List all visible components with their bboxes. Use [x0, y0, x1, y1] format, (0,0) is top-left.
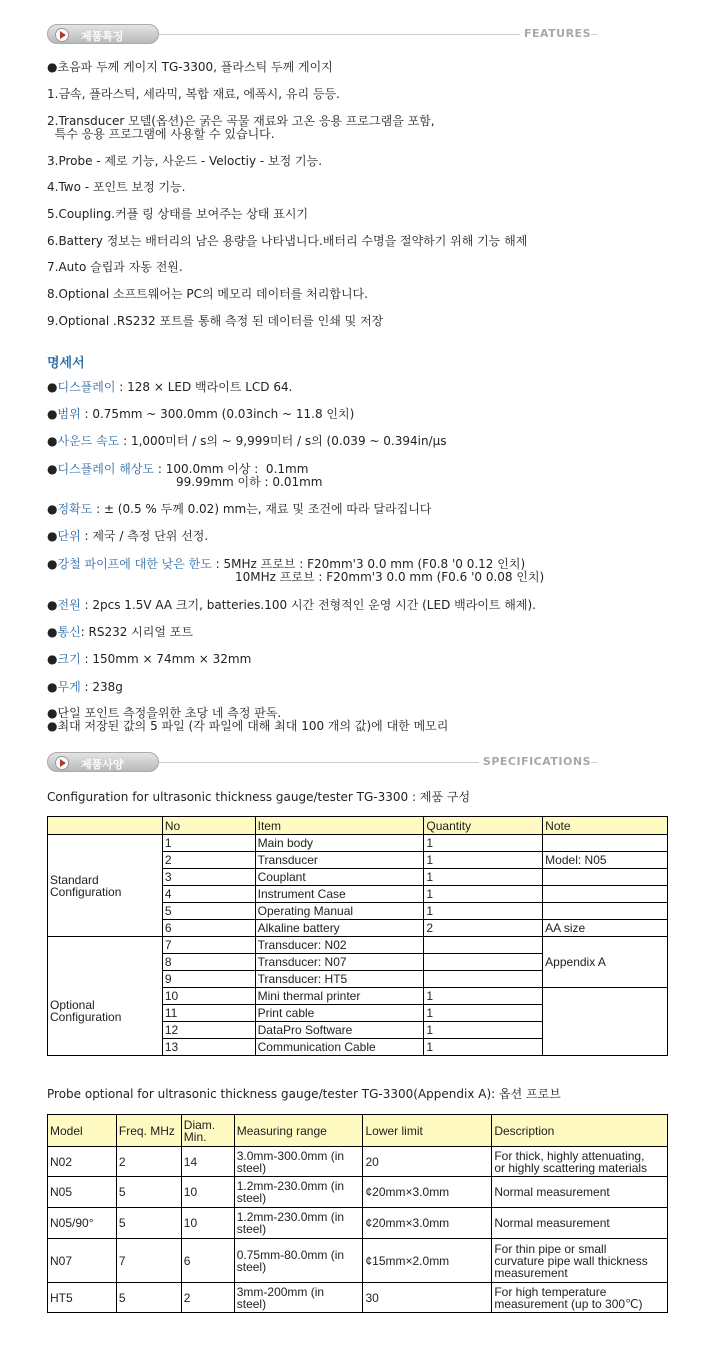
features-tab-label: 제품특징	[81, 30, 124, 43]
cell-model: HT5	[48, 1283, 117, 1313]
table-header-row	[48, 817, 668, 835]
play-arrow-icon	[55, 28, 69, 42]
feature-item: 특수 응용 프로그램에 사용할 수 있습니다.	[47, 127, 275, 141]
cell-item: Communication Cable	[255, 1039, 424, 1056]
cell-no: 3	[162, 869, 255, 886]
cell-diam: 2	[181, 1283, 234, 1313]
cell-item: Couplant	[255, 869, 424, 886]
spec-sound-velocity: ●사운드 속도 : 1,000미터 / s의 ~ 9,999미터 / s의 (0.039 ~ 0.394in/μs	[47, 434, 447, 448]
cell-no: 11	[162, 1005, 255, 1022]
cell-qty	[424, 937, 543, 954]
feature-item: 2.Transducer 모델(옵션)은 굵은 곡물 재료와 고온 응용 프로그램을 포함,	[47, 114, 435, 128]
cell-lower: 30	[363, 1283, 492, 1313]
probe-caption: Probe optional for ultrasonic thickness gauge/tester TG-3300(Appendix A): 옵션 프로브	[47, 1087, 561, 1101]
probe-header-row	[48, 1115, 668, 1147]
spec-pipe-limit-2: 10MHz 프로브 : F20mm'3 0.0 mm (F0.6 '0 0.08 인치)	[235, 570, 545, 584]
spec-size: ●크기 : 150mm × 74mm × 32mm	[47, 652, 252, 666]
cell-range: 0.75mm-80.0mm (in steel)	[234, 1239, 363, 1283]
cell-range: 3mm-200mm (in steel)	[234, 1283, 363, 1313]
header-cell: Item	[255, 817, 424, 835]
cell-no: 7	[162, 937, 255, 954]
cell-qty: 1	[424, 988, 543, 1005]
features-section-header	[47, 24, 597, 44]
cell-no: 2	[162, 852, 255, 869]
cell-item: DataPro Software	[255, 1022, 424, 1039]
cell-item: Operating Manual	[255, 903, 424, 920]
spec-power: ●전원 : 2pcs 1.5V AA 크기, batteries.100 시간 전형적인 운영 시간 (LED 백라이트 해제).	[47, 598, 536, 612]
cell-qty	[424, 954, 543, 971]
cell-desc: For high temperature measurement (up to 300℃)	[492, 1283, 668, 1313]
cell-qty: 1	[424, 903, 543, 920]
cell-no: 5	[162, 903, 255, 920]
cell-diam: 10	[181, 1208, 234, 1239]
cell-note	[543, 886, 668, 903]
cell-model: N02	[48, 1147, 117, 1177]
specifications-tab	[47, 752, 159, 772]
table-row	[48, 1147, 668, 1177]
header-cell: Lower limit	[363, 1115, 492, 1147]
play-arrow-icon	[55, 756, 69, 770]
cell-model: N05/90°	[48, 1208, 117, 1239]
spec-accuracy: ●정확도 : ± (0.5 % 두께 0.02) mm는, 재료 및 조건에 따라 달라집니다	[47, 502, 432, 516]
feature-intro: ●초음파 두께 게이지 TG-3300, 플라스틱 두께 게이지	[47, 60, 333, 74]
header-cell: Model	[48, 1115, 117, 1147]
spec-display: ●디스플레이 : 128 × LED 백라이트 LCD 64.	[47, 380, 293, 394]
cell-qty: 1	[424, 852, 543, 869]
optional-config-label: Optional Configuration	[48, 937, 163, 1056]
cell-lower: ¢15mm×2.0mm	[363, 1239, 492, 1283]
standard-config-label: Standard Configuration	[48, 835, 163, 937]
cell-note	[543, 869, 668, 886]
cell-model: N05	[48, 1177, 117, 1208]
features-tab	[47, 24, 159, 44]
feature-item: 4.Two - 포인트 보정 기능.	[47, 180, 186, 194]
feature-item: 6.Battery 정보는 배터리의 남은 용량을 나타냅니다.배터리 수명을 절약하기 위해 기능 해제	[47, 234, 528, 248]
spec-title: 명세서	[47, 356, 85, 371]
header-cell: Note	[543, 817, 668, 835]
cell-no: 4	[162, 886, 255, 903]
header-cell: No	[162, 817, 255, 835]
cell-no: 10	[162, 988, 255, 1005]
cell-qty: 1	[424, 869, 543, 886]
cell-item: Transducer	[255, 852, 424, 869]
table-row	[48, 1239, 668, 1283]
cell-no: 8	[162, 954, 255, 971]
feature-item: 9.Optional .RS232 포트를 통해 측정 된 데이터를 인쇄 및 저장	[47, 314, 384, 328]
cell-note: AA size	[543, 920, 668, 937]
spec-memory: ●최대 저장된 값의 5 파일 (각 파일에 대해 최대 100 개의 값)에 대한 메모리	[47, 719, 449, 733]
spec-range: ●범위 : 0.75mm ~ 300.0mm (0.03inch ~ 11.8 인치)	[47, 407, 355, 421]
cell-item: Transducer: N07	[255, 954, 424, 971]
cell-diam: 14	[181, 1147, 234, 1177]
specifications-section-header	[47, 752, 597, 772]
header-cell: Quantity	[424, 817, 543, 835]
cell-note	[543, 903, 668, 920]
cell-item: Transducer: N02	[255, 937, 424, 954]
configuration-table	[47, 816, 668, 1056]
cell-qty: 1	[424, 1039, 543, 1056]
cell-desc: Normal measurement	[492, 1208, 668, 1239]
config-caption: Configuration for ultrasonic thickness gauge/tester TG-3300 : 제품 구성	[47, 790, 471, 804]
table-row	[48, 937, 668, 954]
cell-qty: 1	[424, 835, 543, 852]
cell-note: Appendix A	[543, 937, 668, 988]
cell-qty: 2	[424, 920, 543, 937]
features-english-title: FEATURES	[520, 27, 591, 40]
spec-resolution: ●디스플레이 해상도 : 100.0mm 이상 : 0.1mm	[47, 462, 309, 476]
probe-table	[47, 1114, 668, 1313]
cell-freq: 7	[116, 1239, 181, 1283]
cell-range: 1.2mm-230.0mm (in steel)	[234, 1208, 363, 1239]
cell-lower: ¢20mm×3.0mm	[363, 1177, 492, 1208]
cell-desc: For thin pipe or small curvature pipe wall thickness measurement	[492, 1239, 668, 1283]
cell-item: Print cable	[255, 1005, 424, 1022]
cell-no: 6	[162, 920, 255, 937]
cell-item: Mini thermal printer	[255, 988, 424, 1005]
table-row	[48, 835, 668, 852]
table-row	[48, 1283, 668, 1313]
feature-item: 5.Coupling.커플 링 상태를 보여주는 상태 표시기	[47, 207, 309, 221]
cell-range: 3.0mm-300.0mm (in steel)	[234, 1147, 363, 1177]
cell-no: 13	[162, 1039, 255, 1056]
specifications-tab-label: 제품사양	[81, 758, 124, 771]
cell-item: Transducer: HT5	[255, 971, 424, 988]
cell-model: N07	[48, 1239, 117, 1283]
cell-qty: 1	[424, 1005, 543, 1022]
table-row	[48, 1208, 668, 1239]
cell-item: Alkaline battery	[255, 920, 424, 937]
cell-item: Instrument Case	[255, 886, 424, 903]
cell-qty: 1	[424, 886, 543, 903]
cell-note	[543, 835, 668, 852]
spec-unit: ●단위 : 제국 / 측정 단위 선정.	[47, 529, 209, 543]
cell-note	[543, 988, 668, 1056]
cell-diam: 10	[181, 1177, 234, 1208]
cell-note: Model: N05	[543, 852, 668, 869]
spec-resolution-2: 99.99mm 이하 : 0.01mm	[176, 475, 323, 489]
spec-pipe-limit: ●강철 파이프에 대한 낮은 한도 : 5MHz 프로브 : F20mm'3 0.0 mm (F0.8 '0 0.12 인치)	[47, 557, 526, 571]
cell-freq: 2	[116, 1147, 181, 1177]
cell-no: 9	[162, 971, 255, 988]
feature-item: 8.Optional 소프트웨어는 PC의 메모리 데이터를 처리합니다.	[47, 287, 368, 301]
cell-qty	[424, 971, 543, 988]
cell-diam: 6	[181, 1239, 234, 1283]
header-cell: Description	[492, 1115, 668, 1147]
feature-item: 3.Probe - 제로 기능, 사운드 - Veloctiy - 보정 기능.	[47, 154, 323, 168]
cell-no: 12	[162, 1022, 255, 1039]
cell-desc: Normal measurement	[492, 1177, 668, 1208]
spec-weight: ●무게 : 238g	[47, 680, 123, 694]
feature-item: 7.Auto 슬립과 자동 전원.	[47, 260, 183, 274]
header-cell: Measuring range	[234, 1115, 363, 1147]
cell-item: Main body	[255, 835, 424, 852]
cell-freq: 5	[116, 1177, 181, 1208]
header-cell	[48, 817, 163, 835]
cell-freq: 5	[116, 1283, 181, 1313]
spec-single-point: ●단일 포인트 측정을위한 초당 네 측정 판독.	[47, 706, 282, 720]
table-row	[48, 1177, 668, 1208]
cell-freq: 5	[116, 1208, 181, 1239]
header-cell: Freq. MHz	[116, 1115, 181, 1147]
cell-qty: 1	[424, 1022, 543, 1039]
cell-lower: ¢20mm×3.0mm	[363, 1208, 492, 1239]
header-cell: Diam. Min.	[181, 1115, 234, 1147]
cell-range: 1.2mm-230.0mm (in steel)	[234, 1177, 363, 1208]
cell-no: 1	[162, 835, 255, 852]
specifications-english-title: SPECIFICATIONS	[479, 755, 591, 768]
cell-lower: 20	[363, 1147, 492, 1177]
spec-communication: ●통신: RS232 시리얼 포트	[47, 625, 193, 639]
cell-desc: For thick, highly attenuating, or highly scattering materials	[492, 1147, 668, 1177]
feature-item: 1.금속, 플라스틱, 세라믹, 복합 재료, 에폭시, 유리 등등.	[47, 87, 340, 101]
